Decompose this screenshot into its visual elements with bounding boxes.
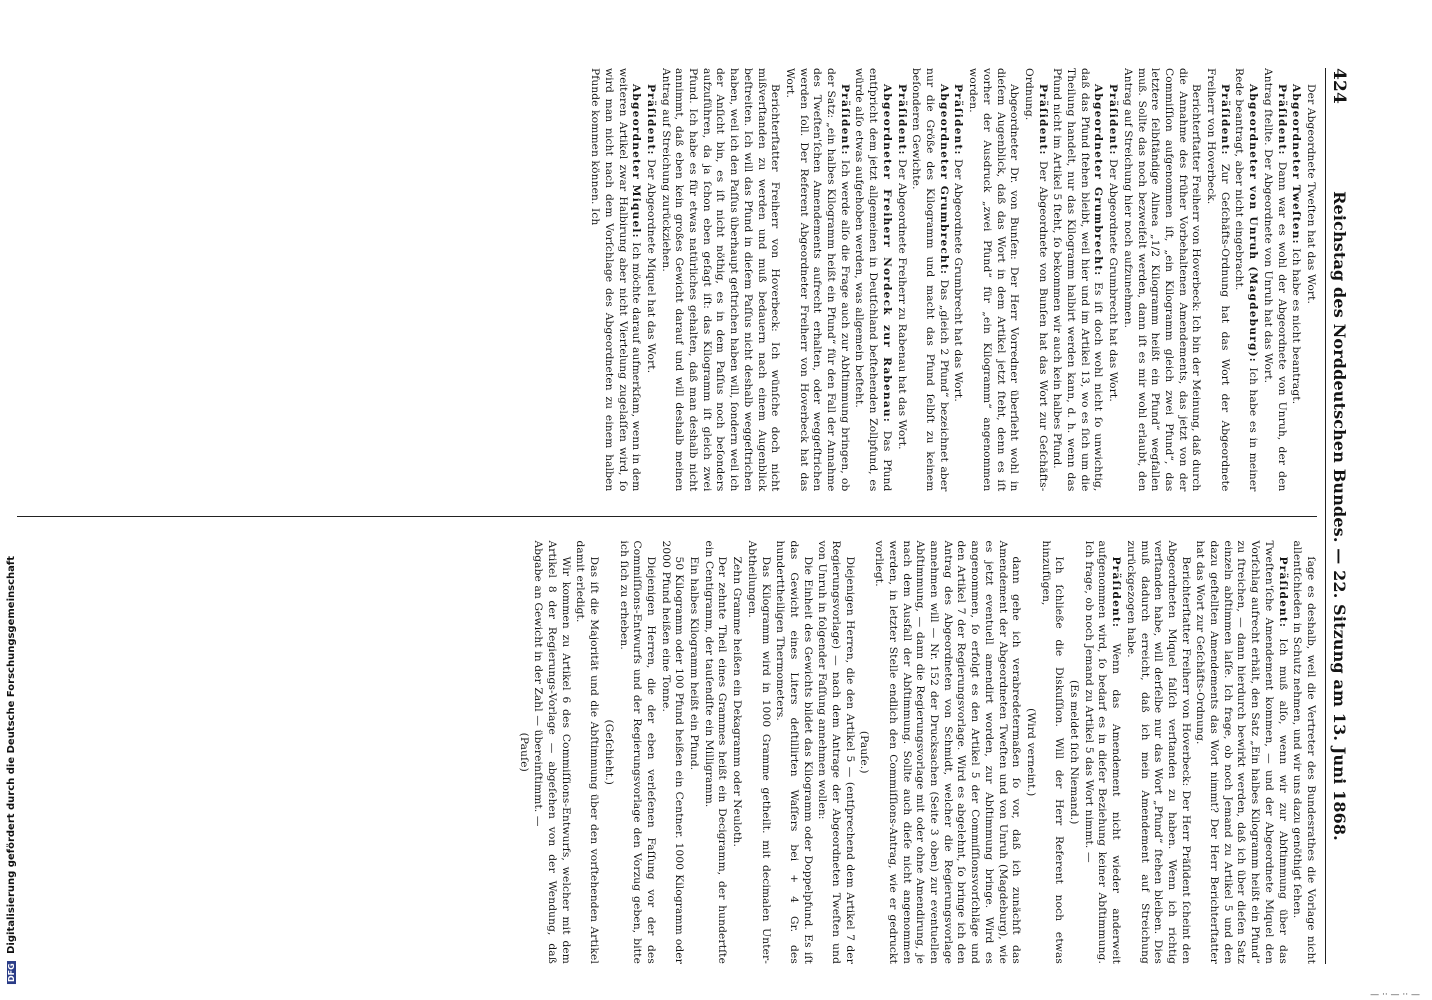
speaker-name: Präſident: — [952, 84, 965, 156]
speaker-name: Abgeordneter Grumbrecht: — [937, 84, 950, 276]
paragraph-text: Berichterſtatter Freiherr von Hoverbeck: Ich bin der Meinung, daß durch die Annahme des früher Vorbehaltenen Amendements, das jetzt von der Commiſſion aufgenommen iſt, „ein Kilogramm gleich zwei Pfund“, das letztere ſelbſtändige Alinea „1/2 Kilogramm heißt ein Pfund“ wegfallen muß. Sollte das noch bezweifelt werden, dann iſt es mir wohl erlaubt, den Antrag auf Streichung hier noch aufzunehmen. — [1121, 68, 1203, 492]
paragraph-text: Diejenigen Herren, die der eben verleſenen Faſſung vor der des Commiſſions-Entwurfs und der Regierungsvorlage den Vorzug geben, bitte ich ſich zu erheben. — [617, 540, 657, 964]
paragraph-text: Zur Geſchäfts-Ordnung hat das Wort der Abgeordnete Freiherr von Hoverbeck. — [1205, 68, 1231, 492]
paragraph — [1290, 541, 1317, 965]
page-header — [1325, 68, 1352, 964]
speaker-name: Abgeordneter von Unruh (Magdeburg): — [1247, 84, 1260, 363]
stage-direction — [601, 541, 615, 965]
credit-text: Digitalisierung gefördert durch die Deutsche Forschungsgemeinschaft — [6, 555, 17, 954]
page-title: Reichstag des Norddeutschen Bundes. — 22. Sitzung am 13. Juni 1868. — [1330, 191, 1349, 841]
paragraph — [744, 541, 771, 965]
paragraph — [729, 541, 743, 965]
left-column — [17, 68, 1317, 516]
paragraph — [782, 68, 851, 492]
paragraph — [815, 541, 856, 965]
paragraph-text: Ich ſchließe die Diskuſſion. Will der Herr Referent noch etwas hinzufügen, — [1039, 540, 1066, 964]
paragraph — [686, 541, 700, 965]
paragraph-text: Dann war es wohl der Abgeordnete von Unruh, der den Antrag ſtellte. Der Abgeordnete von Unruh hat das Wort. — [1261, 68, 1288, 492]
paragraph — [1105, 68, 1119, 492]
paragraph-text: Der Abgeordnete Tweſten hat das Wort. — [1305, 84, 1317, 305]
paragraph-text: Der Abgeordnete Grumbrecht hat das Wort. — [952, 155, 965, 402]
paragraph — [909, 68, 950, 492]
scan-marks: — ·· — ·· — — [1370, 990, 1420, 1000]
paragraph-text: Wir kommen zu Artikel 6 des Commiſſions-Entwurfs, welcher mit dem Artikel 8 der Regierungs-Vorlage — abgeſehen von der Wendung, daß Abgabe an Gewicht in der Zahl — übereinſtimmt. — — [532, 540, 572, 964]
paragraph-text: Berichterſtatter Freiherr von Hoverbeck: Ich wünſche doch nicht mißverſtanden zu werden und muß bedauern nach einem Augenblick beſtreiten. Ich will das Pfund in dieſem Paſſus nicht deshalb weggeſtrichen haben, weil ich den Paſſus überhaupt geſtrichen haben will, ſondern weil ich der Anſicht bin, es iſt nicht nöthig, es in dem Paſſus noch beſonders aufzuführen, da ja ſchon eben geſagt iſt: das Kilogramm iſt gleich zwei Pfund. Ich habe es für etwas natürliches gehalten, daß man deshalb nicht annimmt, daß eben kein großes Gewicht darauf und will deshalb meinen Antrag auf Streichung zurückziehen. — [659, 68, 782, 492]
paragraph — [531, 541, 572, 965]
paragraph — [1303, 68, 1317, 492]
paragraph — [894, 68, 908, 492]
stage-direction — [857, 541, 871, 965]
paragraph — [1289, 68, 1303, 492]
paragraph — [965, 68, 1020, 492]
paragraph — [616, 541, 657, 965]
paragraph — [658, 541, 685, 965]
paragraph-text: (Es meldet ſich Niemand.) — [1068, 679, 1081, 825]
paragraph — [1193, 541, 1289, 965]
paragraph — [852, 68, 893, 492]
paragraph-text: Ich habe es in meiner Rede beantragt, aber nicht eingebracht. — [1233, 68, 1260, 492]
paragraph-text: dann gehe ich verabredetermaßen ſo vor, daß ich zunächſt das Amendement der Abgeordneten Tweſten und von Unruh (Magdeburg), wie es jetzt eventuell amendirt worden, zur Abſtimmung bringe. Wird es angenommen, ſo erfolgt es den Artikel 5 der Commiſſionsvorſchläge und den Artikel 7 der Regierungsvorlage. Wird es abgelehnt, ſo bringe ich den Antrag des Abgeordneten von Schmidt, welcher die Regierungsvorlage annehmen will — Nr. 152 der Drucksachen (Seite 3 oben) zur eventuellen Abſtimmung, — dann die Regierungsvorlage mit oder ohne Amendirung, je nach dem Ausfall der Abſtimmung. Sollte auch dieſe nicht angenommen werden, in letzter Stelle endlich den Commiſſions-Antrag, wie er gedruckt vorliegt. — [873, 540, 1023, 964]
paragraph-text: Ich habe es nicht beantragt. — [1290, 244, 1303, 405]
paragraph-text: Abgeordneter Dr. von Bunſen: Der Herr Vorredner überſieht wohl in dieſem Augenblick, daß das Wort in dem Artikel jetzt ſteht, denn es iſt vorher der Ausdruck „zwei Pfund“ für „ein Kilogramm“ angenommen worden. — [967, 68, 1021, 492]
stage-direction — [1023, 541, 1037, 965]
paragraph — [658, 68, 781, 492]
paragraph-text: Das „gleich 2 Pfund“ bezeichnet aber nur die Größe des Kilogramm und macht das Pfund ſelbſt zu keinem beſonderen Gewichte. — [910, 68, 950, 492]
paragraph — [951, 68, 965, 492]
speaker-name: Abgeordneter Freiherr Nordeck zur Rabenau: — [880, 84, 893, 423]
paragraph — [773, 541, 814, 965]
paragraph — [1260, 68, 1287, 492]
paragraph-text: Ich werde alſo die Frage auch zur Abſtimmung bringen, ob der Satz: „ein halbes Kilogramm heißt ein Pfund“ für den Fall der Annahme des Tweſten'ſchen Amendements aufrecht erhalten, oder weggeſtrichen werden ſoll. Der Referent Abgeordneter Freiherr von Hoverbeck hat das Wort. — [783, 68, 851, 492]
text-columns — [17, 68, 1317, 964]
paragraph-text: Der Abgeordnete Freiherr zu Rabenau hat das Wort. — [895, 155, 908, 450]
paragraph — [573, 541, 600, 965]
paragraph-text: (Pauſe) — [517, 732, 530, 772]
paragraph — [1050, 68, 1105, 492]
speaker-name: Präſident: — [1107, 84, 1120, 156]
speaker-name: Präſident: — [1218, 84, 1231, 156]
speaker-name: Präſident: — [838, 84, 851, 156]
paragraph-text: Ich muß alſo, wenn wir zur Abſtimmung über das Tweſten'ſche Amendement kommen, — und der Abgeordnete Miquel den Vorſchlag aufrecht erhält, den Satz „Ein halbes Kilogramm heißt ein Pfund“ zu ſtreichen, — dann hierdurch bewirkt werden, daß ich über dieſen Satz einzeln abſtimmen laſſe. Ich frage, ob noch Jemand zu Artikel 5 und den dazu geſtellten Amendements das Wort nimmt? Der Herr Berichterſtatter hat das Wort zur Geſchäfts-Ordnung. — [1194, 540, 1289, 964]
paragraph — [872, 541, 1023, 965]
paragraph-text: Wenn das Amendement nicht wieder anderweit aufgenommen wird, ſo bedarf es in dieſer Beziehung keiner Abſtimmung. Ich frage, ob noch Jemand zu Artikel 5 das Wort nimmt. — — [1082, 540, 1123, 964]
paragraph-text: Der zehnte Theil eines Grammes heißt ein Decigramm, der hundertſte ein Centigramm, der tauſendſte ein Milligramm. — [702, 540, 729, 964]
speaker-name: Präſident: — [1276, 556, 1289, 629]
paragraph — [1123, 541, 1192, 965]
paragraph — [1038, 541, 1065, 965]
speaker-name: Präſident: — [1110, 556, 1123, 629]
dfg-logo: DFG — [7, 963, 16, 982]
speaker-name: Abgeordneter Grumbrecht: — [1092, 84, 1105, 277]
speaker-name: Präſident: — [1036, 84, 1049, 156]
paragraph — [1203, 68, 1230, 492]
paragraph-text: Das Pfund entſpricht dem jetzt allgemeinen in Deutſchland beſtehenden Zollpfund, es würde alſo etwas aufgehoben werden, was allgemein beſteht. — [853, 68, 893, 492]
page-number: 424 — [1329, 68, 1349, 104]
paragraph-text: ſage es deshalb, weil die Vertreter des Bundesrathes die Vorlage nicht allentſchieden in Schutz nehmen, und wir uns dazu genöthigt ſehen. — [1291, 540, 1317, 964]
paragraph-text: Die Einheit des Gewichts bildet das Kilogramm oder Doppelpfund. Es iſt das Gewicht eines Liters deſtillirten Waſſers bei + 4 Gr. des hunderttheiligen Thermometers. — [774, 540, 814, 964]
paragraph — [1232, 68, 1259, 492]
stage-direction — [516, 541, 530, 965]
paragraph-text: Diejenigen Herren, die den Artikel 5 — (entſprechend dem Artikel 7 der Regierungsvorlage) — nach dem Antrage der Abgeordneten Tweſten und von Unruh in folgender Faſſung annehmen wollen: — [816, 540, 856, 964]
paragraph-text: Das Kilogramm wird in 1000 Gramme getheilt. mit decimalen Unter-Abtheilungen. — [745, 540, 772, 964]
paragraph-text: Ich möchte darauf aufmerkſam, wenn in dem weiteren Artikel zwar Halbirung aber nicht Viertelung zugelaſſen wird, ſo wird man nicht nach dem Vorſchlage des Abgeordneten zu einem halben Pfunde kommen können. Ich — [589, 68, 643, 492]
paragraph-text: (Pauſe.) — [858, 730, 871, 774]
paragraph-text: Zehn Gramme heißen ein Dekagramm oder Neuloth. — [731, 556, 744, 848]
paragraph-text: Der Abgeordnete von Bunſen hat das Wort zur Geſchäfts-Ordnung. — [1022, 68, 1049, 492]
right-column — [17, 516, 1317, 965]
paragraph — [1081, 541, 1122, 965]
paragraph-text: Das iſt die Majorität und die Abſtimmung über den vorſtehenden Artikel damit erledigt. — [574, 540, 601, 964]
stage-direction — [1066, 541, 1080, 965]
speaker-name: Abgeordneter Miquel: — [630, 84, 643, 239]
paragraph-text: Es iſt doch wohl nicht ſo unwichtig, daß das Pfund ſtehen bleibt, weil hier und im Artikel 13, wo es ſich um die Theilung handelt, nur das Kilogramm halbirt werden kann, d. h. wenn das Pfund nicht im Artikel 5 ſteht, ſo bekommen wir auch kein halbes Pfund. — [1051, 68, 1105, 492]
paragraph-text: Ein halbes Kilogramm heißt ein Pfund. — [688, 556, 701, 771]
paragraph — [701, 541, 728, 965]
paragraph-text: Berichterſtatter Freiherr von Hoverbeck: Der Herr Präſident ſcheint den Abgeordneten Miquel falſch verſtanden zu haben. Wenn ich richtig verſtanden habe, will derſelbe nur das Wort „Pfund“ ſtehen bleiben. Dies muß dadurch erreicht, daß ich mein Amendement auf Streichung zurückgezogen habe. — [1124, 540, 1192, 964]
speaker-name: Abgeordneter Tweſten: — [1290, 84, 1303, 245]
paragraph-text: (Geſchieht.) — [602, 719, 615, 786]
paragraph-text: Der Abgeordnete Grumbrecht hat das Wort. — [1107, 155, 1120, 402]
paragraph-text: (Wird verneint.) — [1024, 708, 1037, 797]
speaker-name: Präſident: — [644, 84, 657, 156]
paragraph-text: 50 Kilogramm oder 100 Pfund heißen ein Centner. 1000 Kilogramm oder 2000 Pfund heißen eine Tonne. — [659, 540, 686, 964]
digitization-credit — [6, 556, 17, 984]
speaker-name: Präſident: — [1275, 84, 1288, 156]
paragraph-text: Der Abgeordnete Miquel hat das Wort. — [644, 155, 657, 374]
paragraph — [1021, 68, 1048, 492]
speaker-name: Präſident: — [895, 84, 908, 156]
paragraph — [1120, 68, 1202, 492]
paragraph — [643, 68, 657, 492]
paragraph — [587, 68, 642, 492]
